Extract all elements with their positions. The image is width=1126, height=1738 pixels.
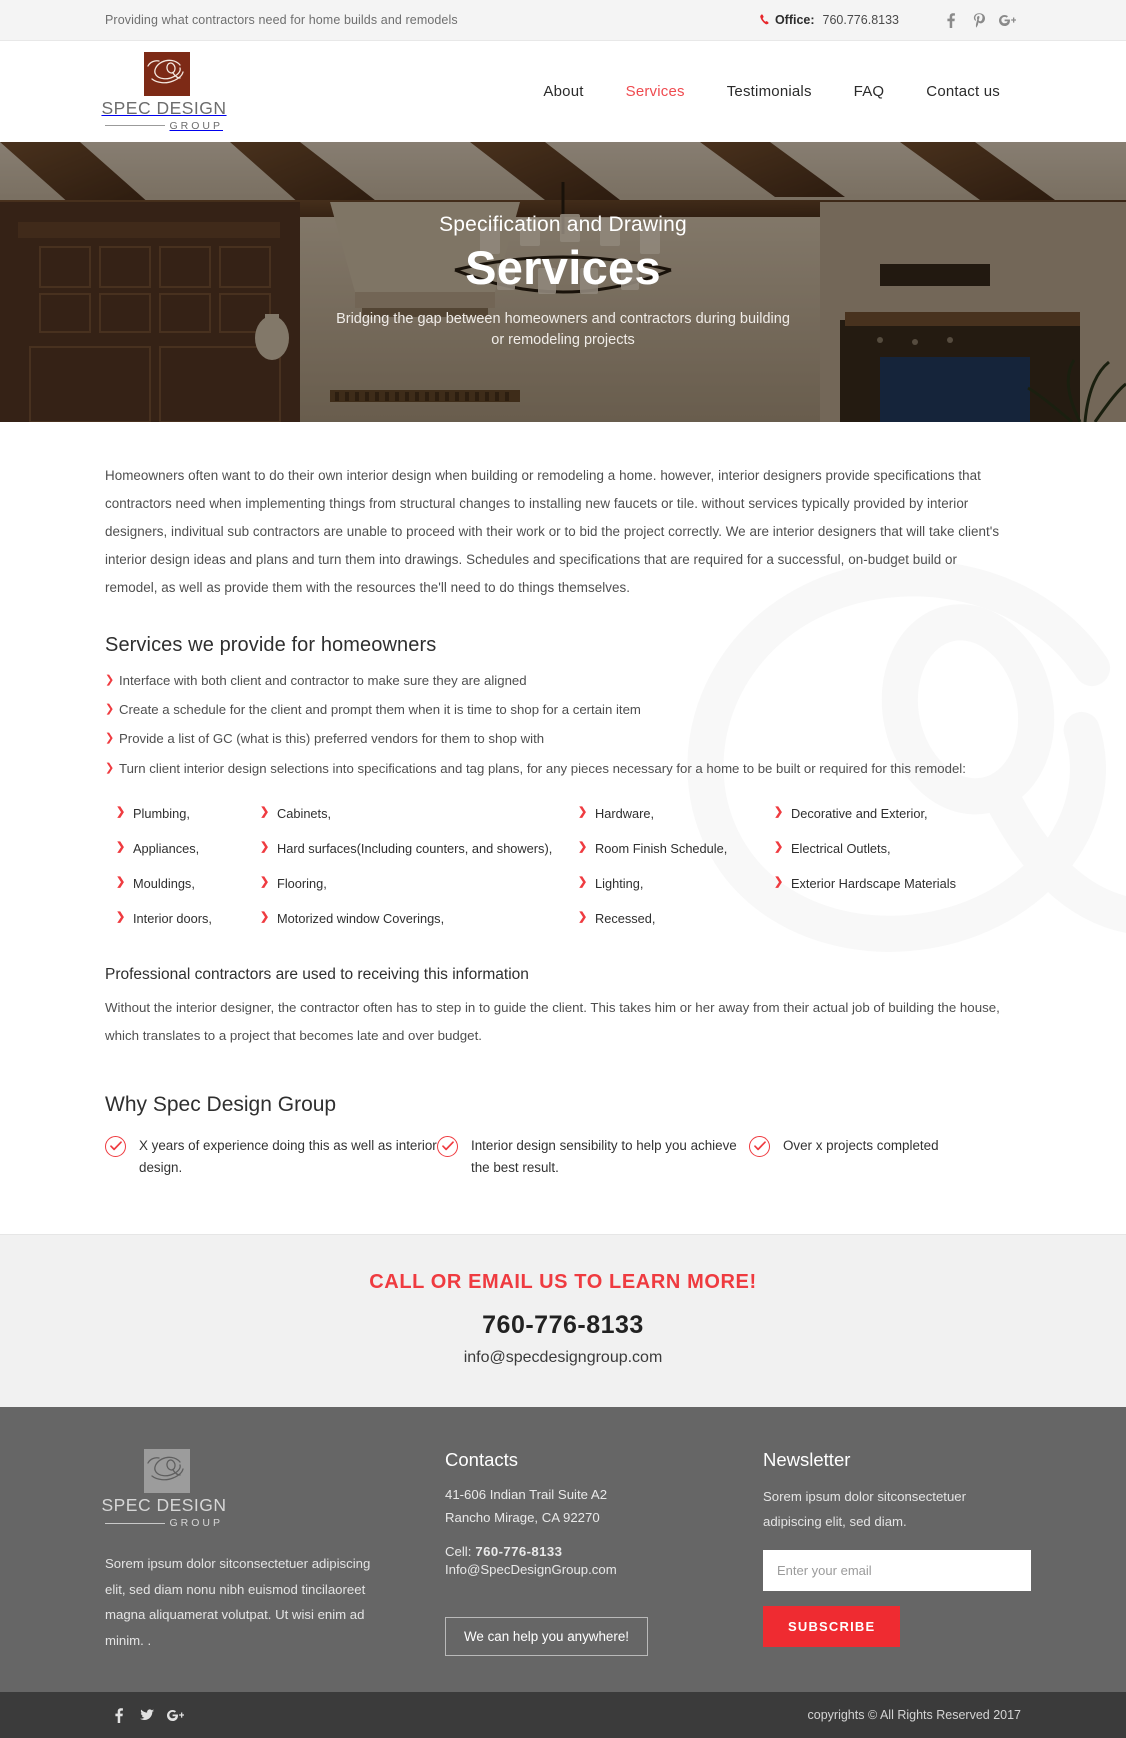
- spacer: [445, 1530, 763, 1544]
- office-label: Office:: [774, 13, 815, 27]
- grid-item: [116, 796, 260, 831]
- list-item-label: Turn client interior design selections into specifications and tag plans, for any pieces necessary for a home to be built or required for this remodel:: [119, 760, 966, 776]
- tagline: Providing what contractors need for home builds and remodels: [105, 13, 458, 27]
- chevron-right-icon: ❯: [116, 840, 126, 853]
- features-row: [105, 1135, 1021, 1178]
- cta-phone[interactable]: 760-776-8133: [482, 1311, 644, 1340]
- grid-item-label: Cabinets,: [277, 805, 332, 821]
- grid-item: [116, 866, 260, 901]
- main-inner: [105, 462, 1021, 1178]
- grid-item-label: Electrical Outlets,: [791, 840, 891, 856]
- hero-subtitle-line-2: or remodeling projects: [491, 332, 635, 349]
- feature-item: [749, 1135, 1021, 1178]
- nav-item-contact-us[interactable]: Contact us: [926, 83, 1000, 100]
- logo-monogram-icon: [144, 52, 190, 96]
- grid-item: [578, 866, 774, 901]
- chevron-right-icon: ❯: [260, 805, 270, 818]
- hero-banner: [0, 142, 1126, 422]
- feature-label: Over x projects completed: [783, 1137, 939, 1153]
- logo-sub-row: [105, 1517, 223, 1529]
- grid-item-label: Exterior Hardscape Materials: [791, 875, 956, 891]
- chevron-right-icon: ❯: [774, 840, 784, 853]
- grid-item-label: Motorized window Coverings,: [277, 911, 445, 927]
- footer-brand-column: [101, 1449, 445, 1656]
- grid-item-label: Flooring,: [277, 875, 327, 891]
- newsletter-email-input[interactable]: [763, 1550, 1031, 1591]
- grid-item-label: Lighting,: [595, 875, 644, 891]
- chevron-right-icon: ❯: [260, 875, 270, 888]
- phone-icon: [758, 13, 771, 27]
- chevron-right-icon: ❯: [105, 761, 115, 774]
- nav-item-faq[interactable]: FAQ: [853, 83, 885, 100]
- check-circle-icon: [749, 1136, 770, 1157]
- copyright-text: copyrights © All Rights Reserved 2017: [807, 1708, 1021, 1723]
- address-line-2: Rancho Mirage, CA 92270: [445, 1509, 600, 1525]
- pinterest-icon[interactable]: [965, 8, 993, 32]
- pro-contractors-body: Without the interior designer, the contractor often has to step in to guide the client. This takes him or her away from their actual job of building the house, which translates to a project that becomes late and over budget.: [105, 1000, 1000, 1043]
- list-item: [105, 699, 1021, 721]
- nav-item-testimonials[interactable]: Testimonials: [726, 83, 812, 100]
- address-line-1: 41-606 Indian Trail Suite A2: [445, 1487, 608, 1503]
- list-item-label: Interface with both client and contractor to make sure they are aligned: [119, 673, 527, 689]
- intro-paragraph: Homeowners often want to do their own interior design when building or remodeling a home. however, interior designers provide specifications that contractors need when implementing things from structural changes to installing new faucets or tile. without services typically provided by interior designers, indivitual sub contractors are unable to proceed with their work or to bid the project correctly. We are interior designers that will take client's interior design ideas and plans and turn them into drawings. Schedules and specifications that are required for a successful, on-budget build or remodel, as well as provide them with the resources the'll need to do things themselves.: [105, 468, 1000, 595]
- chevron-right-icon: ❯: [578, 875, 588, 888]
- grid-item: [260, 901, 578, 936]
- newsletter-text: Sorem ipsum dolor sitconsectetuer adipiscing elit, sed diam.: [763, 1489, 967, 1530]
- grid-item: [774, 796, 1021, 831]
- services-heading: Services we provide for homeowners: [105, 634, 437, 657]
- office-phone: [759, 13, 899, 27]
- grid-item: [578, 831, 774, 866]
- footer-about-text: Sorem ipsum dolor sitconsectetuer adipiscing elit, sed diam nonu nibh euismod tincilaoreet magna aliquamerat volutpat. Ut wisi enim ad minim. .: [105, 1556, 371, 1648]
- footer-newsletter-column: [763, 1449, 1031, 1656]
- grid-item: [578, 796, 774, 831]
- check-circle-icon: [105, 1136, 126, 1157]
- list-item-label: Provide a list of GC (what is this) preferred vendors for them to shop with: [119, 731, 545, 747]
- logo-monogram-icon: [144, 1449, 190, 1493]
- top-bar: [0, 0, 1126, 41]
- subscribe-button[interactable]: SUBSCRIBE: [763, 1606, 900, 1647]
- hero-content: [0, 213, 1126, 351]
- pro-contractors-heading: Professional contractors are used to receiving this information: [105, 966, 529, 984]
- chevron-right-icon: ❯: [116, 805, 126, 818]
- grid-item: [116, 901, 260, 936]
- googleplus-icon[interactable]: [993, 8, 1021, 32]
- chevron-right-icon: ❯: [105, 732, 115, 745]
- logo-sub-row: [105, 120, 223, 132]
- grid-item: [260, 796, 578, 831]
- grid-item-label: Mouldings,: [133, 875, 195, 891]
- chevron-right-icon: ❯: [578, 805, 588, 818]
- why-heading: Why Spec Design Group: [105, 1092, 337, 1116]
- grid-item: [116, 831, 260, 866]
- topbar-socials: [937, 8, 1021, 32]
- feature-item: [437, 1135, 749, 1178]
- grid-item-label: Hardware,: [595, 805, 655, 821]
- grid-item: [260, 831, 578, 866]
- page-title: Services: [465, 240, 661, 294]
- logo-group-word: GROUP: [169, 1517, 223, 1530]
- footer-email[interactable]: Info@SpecDesignGroup.com: [445, 1561, 617, 1577]
- site-footer: [0, 1407, 1126, 1692]
- grid-item: [260, 866, 578, 901]
- grid-item: [774, 831, 1021, 866]
- grid-item-label: Plumbing,: [133, 805, 190, 821]
- hero-kicker: Specification and Drawing: [439, 212, 687, 236]
- grid-item-label: Recessed,: [595, 911, 656, 927]
- twitter-icon[interactable]: [133, 1704, 161, 1726]
- help-anywhere-button[interactable]: We can help you anywhere!: [445, 1617, 648, 1656]
- chevron-right-icon: ❯: [105, 703, 115, 716]
- cell-number[interactable]: 760-776-8133: [475, 1543, 563, 1559]
- nav-item-about[interactable]: About: [543, 83, 584, 100]
- newsletter-heading: Newsletter: [763, 1449, 851, 1471]
- list-item-label: Create a schedule for the client and prompt them when it is time to shop for a certain item: [119, 702, 641, 718]
- logo-wordmark: SPEC DESIGN: [101, 97, 227, 118]
- list-item: [105, 758, 1021, 780]
- topbar-right-group: [759, 8, 1021, 32]
- copyright-bar: [0, 1692, 1126, 1738]
- cell-row: [445, 1544, 763, 1559]
- grid-item-label: Appliances,: [133, 840, 200, 856]
- hero-subtitle-line-1: Bridging the gap between homeowners and contractors during building: [336, 311, 790, 327]
- contacts-heading: Contacts: [445, 1449, 519, 1471]
- chevron-right-icon: ❯: [116, 875, 126, 888]
- chevron-right-icon: ❯: [116, 911, 126, 924]
- chevron-right-icon: ❯: [105, 674, 115, 687]
- logo-rule: [105, 1523, 165, 1524]
- chevron-right-icon: ❯: [578, 840, 588, 853]
- office-number: 760.776.8133: [822, 13, 899, 27]
- chevron-right-icon: ❯: [774, 805, 784, 818]
- chevron-right-icon: ❯: [260, 840, 270, 853]
- facebook-icon[interactable]: [937, 8, 965, 32]
- main-content: [0, 422, 1126, 1234]
- site-header: [0, 41, 1126, 142]
- services-list: [105, 670, 1021, 779]
- logo-wordmark: SPEC DESIGN: [101, 1495, 227, 1516]
- feature-label: X years of experience doing this as well as interior design.: [139, 1137, 437, 1175]
- cell-label: Cell:: [445, 1543, 472, 1559]
- footer-logo[interactable]: [101, 1449, 227, 1530]
- grid-item-label: Hard surfaces(Including counters, and showers),: [277, 840, 553, 856]
- grid-item: [774, 866, 1021, 901]
- list-item: [105, 728, 1021, 750]
- footer-socials: [105, 1704, 189, 1726]
- footer-columns: [101, 1449, 1021, 1656]
- logo-rule: [105, 125, 165, 126]
- grid-item: [578, 901, 774, 936]
- primary-nav: [522, 83, 1021, 100]
- chevron-right-icon: ❯: [774, 875, 784, 888]
- footer-contacts-column: [445, 1449, 763, 1656]
- cta-heading: CALL OR EMAIL US TO LEARN MORE!: [369, 1271, 757, 1294]
- grid-item-label: Interior doors,: [133, 911, 212, 927]
- site-logo[interactable]: [101, 52, 227, 132]
- list-item: [105, 670, 1021, 692]
- chevron-right-icon: ❯: [260, 911, 270, 924]
- facebook-icon[interactable]: [105, 1704, 133, 1726]
- check-circle-icon: [437, 1136, 458, 1157]
- feature-label: Interior design sensibility to help you achieve the best result.: [471, 1137, 737, 1175]
- grid-item-empty: [774, 901, 1021, 936]
- grid-item-label: Decorative and Exterior,: [791, 805, 928, 821]
- hero-subtitle: [0, 309, 1126, 351]
- logo-group-word: GROUP: [169, 119, 223, 132]
- feature-item: [105, 1135, 437, 1178]
- googleplus-icon[interactable]: [161, 1704, 189, 1726]
- nav-item-services[interactable]: Services: [625, 83, 685, 100]
- cta-email[interactable]: info@specdesigngroup.com: [463, 1349, 663, 1367]
- chevron-right-icon: ❯: [578, 911, 588, 924]
- selections-grid: [116, 796, 1021, 937]
- grid-item-label: Room Finish Schedule,: [595, 840, 728, 856]
- cta-section: [0, 1234, 1126, 1407]
